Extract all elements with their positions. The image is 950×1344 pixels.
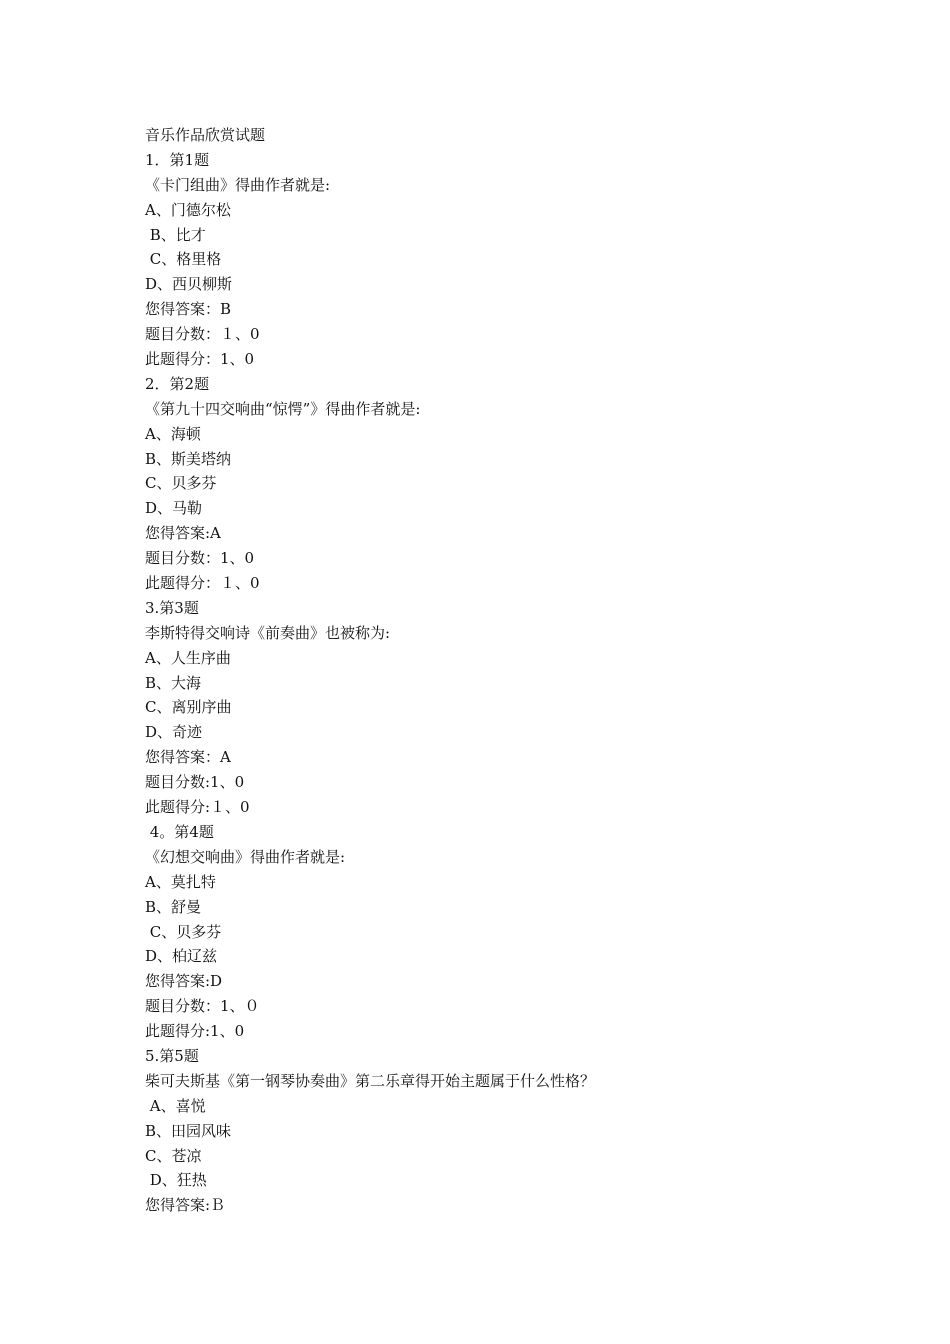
question-3-option-d: D、奇迹 [145, 723, 203, 742]
question-3-option-b: B、大海 [145, 673, 202, 692]
question-1-score: 此题得分：1、0 [145, 350, 255, 369]
question-4-option-a: A、莫扎特 [145, 872, 216, 891]
question-2-option-a: A、海顿 [145, 424, 201, 443]
question-4-heading: 4。第4题 [145, 822, 214, 841]
question-2-text: 《第九十四交响曲“惊愕”》得曲作者就是: [145, 399, 421, 418]
question-4-option-c: C、贝多芬 [145, 922, 222, 941]
document-title: 音乐作品欣赏试题 [145, 126, 266, 144]
question-5-heading: 5.第5题 [145, 1046, 199, 1065]
question-3-points: 题目分数:1、0 [145, 773, 245, 792]
question-4-option-b: B、舒曼 [145, 897, 202, 916]
question-5-text: 柴可夫斯基《第一钢琴协奏曲》第二乐章得开始主题属于什么性格？ [145, 1071, 596, 1090]
question-4-option-d: D、柏辽兹 [145, 947, 218, 966]
question-4-score: 此题得分:1、0 [145, 1022, 245, 1041]
question-1-option-a: A、门德尔松 [145, 200, 231, 219]
question-4-your-answer: 您得答案:D [145, 972, 223, 991]
question-5-option-d: D、狂热 [145, 1171, 207, 1190]
question-2-option-c: C、贝多芬 [145, 474, 217, 493]
question-2-option-d: D、马勒 [145, 499, 203, 518]
question-1-points: 题目分数：１、0 [145, 325, 260, 344]
question-1-option-b: B、比才 [145, 225, 206, 244]
question-3-your-answer: 您得答案：A [145, 748, 231, 767]
question-1-option-d: D、西贝柳斯 [145, 275, 233, 294]
question-2-your-answer: 您得答案:A [145, 524, 221, 543]
question-2-heading: 2．第2题 [145, 374, 210, 393]
question-1-text: 《卡门组曲》得曲作者就是: [145, 175, 331, 194]
question-3-text: 李斯特得交响诗《前奏曲》也被称为: [145, 623, 391, 642]
question-1-your-answer: 您得答案：B [145, 300, 232, 319]
question-5-option-b: B、田园风味 [145, 1121, 232, 1140]
question-5-option-c: C、苍凉 [145, 1146, 202, 1165]
question-2-score: 此题得分：１、0 [145, 574, 260, 593]
question-1-option-c: C、格里格 [145, 250, 222, 269]
question-2-points: 题目分数：1、0 [145, 549, 255, 568]
question-2-option-b: B、斯美塔纳 [145, 449, 232, 468]
document-body [145, 123, 845, 1218]
question-4-text: 《幻想交响曲》得曲作者就是: [145, 847, 346, 866]
question-5-your-answer: 您得答案:Ｂ [145, 1196, 226, 1215]
question-3-heading: 3.第3题 [145, 598, 199, 617]
question-3-score: 此题得分:１、0 [145, 798, 250, 817]
question-5-option-a: A、喜悦 [145, 1096, 206, 1115]
question-3-option-a: A、人生序曲 [145, 648, 231, 667]
question-3-option-c: C、离别序曲 [145, 698, 232, 717]
question-4-points: 题目分数：1、０ [145, 997, 260, 1016]
question-1-heading: 1．第1题 [145, 150, 210, 169]
